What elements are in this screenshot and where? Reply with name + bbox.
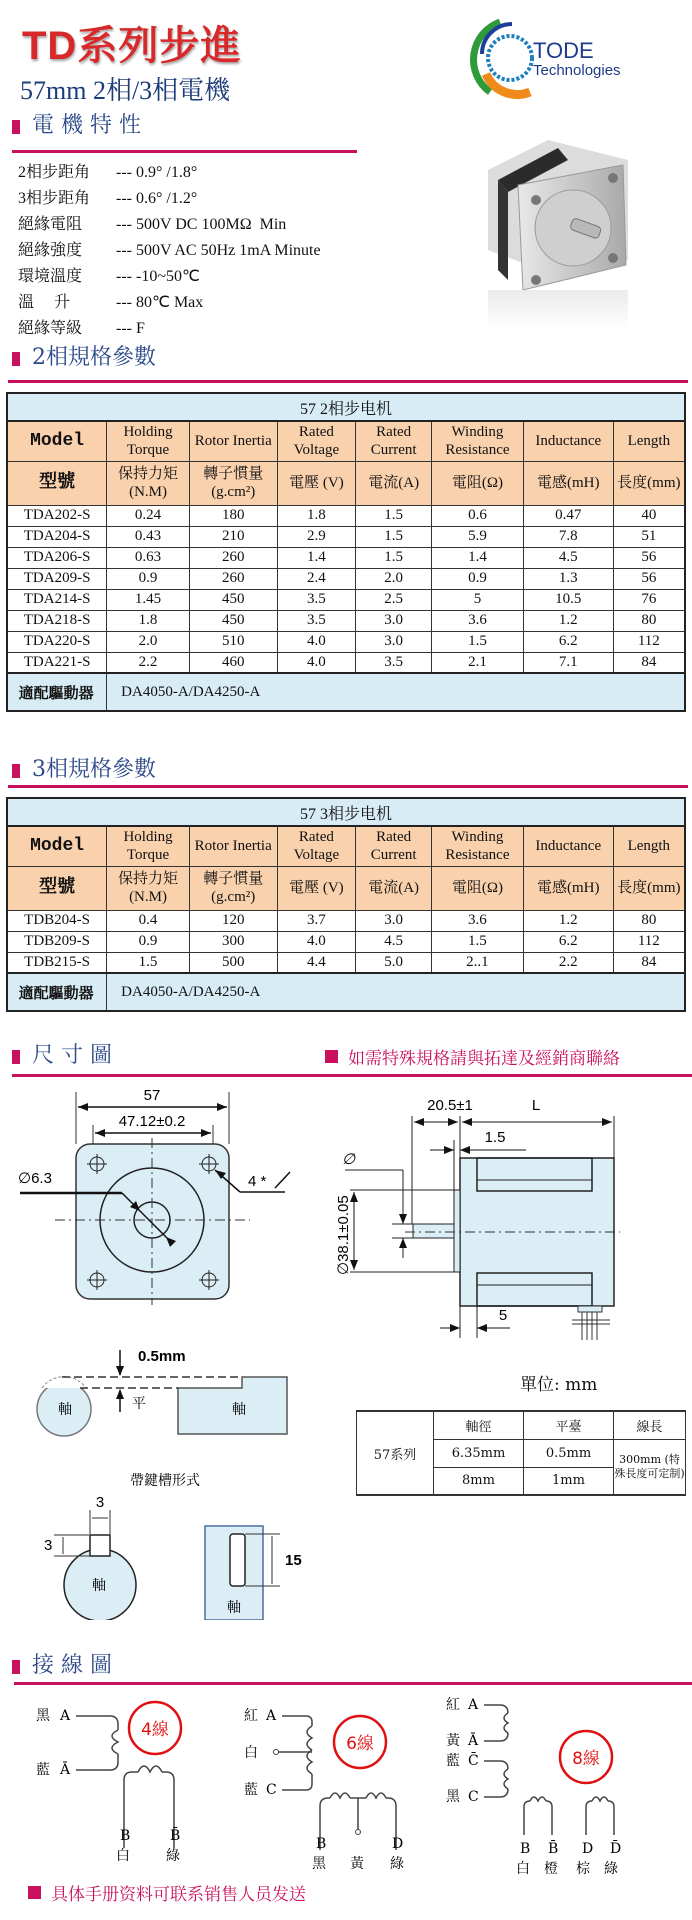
- wire-pin-label: A: [60, 1708, 71, 1724]
- shaft-spec-table: 57系列 軸徑 平臺 線長 6.35mm 0.5mm 300mm (特殊長度可定制) 8mm 1mm: [356, 1410, 686, 1496]
- table-row: TDB215-S 1.5 500 4.4 5.0 2..1 2.2 84: [7, 952, 685, 973]
- table-row: TDA204-S 0.43 210 2.9 1.5 5.9 7.8 51: [7, 526, 685, 547]
- wire-color-label: 紅: [446, 1697, 460, 1713]
- logo-tagline: Technologies: [533, 62, 621, 79]
- wire-color-label: 白: [244, 1745, 258, 1761]
- page-title: TD系列步進: [22, 24, 242, 68]
- page-subtitle: 57mm 2相/3相電機: [20, 76, 231, 105]
- wire-pin-label: B̄: [170, 1828, 181, 1844]
- wire-color-label: 藍: [36, 1762, 50, 1778]
- wire-color-label: 綠: [166, 1848, 180, 1864]
- bullet-square-icon: [28, 1886, 41, 1899]
- wire-pin-label: B̄: [548, 1841, 559, 1857]
- section-heading-two-phase: 2相規格參數: [12, 340, 156, 371]
- dim-hole-spacing-label: 47.12±0.2: [118, 1113, 186, 1130]
- wire-color-label: 黑: [446, 1789, 460, 1805]
- front-view-drawing: [0, 1080, 340, 1320]
- section-divider: [12, 1074, 692, 1077]
- wire-color-label: 白: [516, 1861, 530, 1877]
- characteristics-list: [18, 160, 321, 342]
- section-divider: [8, 785, 688, 788]
- section-heading-dimensions: 尺 寸 圖: [12, 1038, 112, 1069]
- characteristic-item: 溫 升 --- 80℃ Max: [18, 294, 204, 311]
- unit-label: 單位: mm: [520, 1375, 598, 1395]
- shaft-flat-drawing: [0, 1320, 340, 1620]
- shaft-label: 軸: [227, 1600, 241, 1616]
- section-divider: [12, 150, 357, 153]
- characteristic-item: 絕緣強度 --- 500V AC 50Hz 1mA Minute: [18, 242, 321, 259]
- table-header-zh: 型號 保持力矩 (N.M) 轉子慣量 (g.cm²) 電壓 (V) 電流(A) 電阻(Ω) 電感(mH) 長度(mm): [7, 866, 685, 910]
- wire-pin-label: A: [468, 1697, 479, 1713]
- table-header-en: Model Holding Torque Rotor Inertia Rated Voltage Rated Current Winding Resistance Inductance Length: [7, 421, 685, 461]
- bullet-square-icon: [12, 764, 20, 778]
- wiring-8-wire-diagram: [440, 1685, 680, 1880]
- stepper-motor-image: [478, 130, 648, 330]
- wire-color-label: 黑: [36, 1708, 50, 1724]
- wire-pin-label: D: [392, 1836, 404, 1852]
- dim-holes-label: 4 *: [248, 1173, 267, 1190]
- dim-phi-label: ∅: [342, 1151, 356, 1168]
- wire-pin-label: D: [582, 1841, 594, 1857]
- bullet-square-icon: [12, 1660, 20, 1674]
- dim-offset-label: 5: [498, 1307, 508, 1324]
- shaft-label: 軸: [58, 1402, 72, 1418]
- dim-width-label: 57: [143, 1087, 161, 1104]
- dim-flat-depth-label: 0.5mm: [138, 1348, 186, 1365]
- wire-pin-label: C: [468, 1789, 479, 1805]
- table-row: TDB204-S 0.4 120 3.7 3.0 3.6 1.2 80: [7, 910, 685, 931]
- table-row: TDA202-S 0.24 180 1.8 1.5 0.6 0.47 40: [7, 505, 685, 526]
- wire-color-label: 藍: [446, 1753, 460, 1769]
- driver-row: 適配驅動器 DA4050-A/DA4250-A: [7, 673, 685, 711]
- wiring-4-wire-diagram: [0, 1690, 200, 1870]
- characteristic-item: 絕緣電阻 --- 500V DC 100MΩ Min: [18, 216, 287, 233]
- table-caption-row: 57 3相步电机: [7, 798, 685, 826]
- dim-step-label: 1.5: [484, 1129, 506, 1146]
- wire-color-label: 黃: [446, 1733, 460, 1749]
- table-header-zh: 型號 保持力矩 (N.M) 轉子慣量 (g.cm²) 電壓 (V) 電流(A) 電阻(Ω) 電感(mH) 長度(mm): [7, 461, 685, 505]
- characteristic-item: 3相步距角 --- 0.6° /1.2°: [18, 190, 198, 207]
- characteristic-item: 環境溫度 --- -10~50℃: [18, 268, 200, 285]
- keyway-title: 帶鍵槽形式: [130, 1473, 200, 1489]
- wire-color-label: 黑: [312, 1856, 326, 1872]
- dim-key-height-label: 3: [44, 1537, 53, 1554]
- wire-color-label: 橙: [544, 1861, 558, 1877]
- table-row: TDA221-S 2.2 460 4.0 3.5 2.1 7.1 84: [7, 652, 685, 673]
- dim-boss-dia-label: ∅38.1±0.05: [335, 1195, 352, 1275]
- side-view-drawing: [320, 1080, 620, 1340]
- characteristic-item: 絕緣等級 --- F: [18, 320, 145, 337]
- wire-pin-label: B: [316, 1836, 327, 1852]
- section-divider: [8, 380, 688, 383]
- dim-shaft-dia-label: ∅6.3: [18, 1170, 52, 1187]
- wire-pin-label: D̄: [610, 1841, 622, 1857]
- dim-body-length-label: L: [531, 1097, 541, 1114]
- wire-pin-label: A: [266, 1708, 277, 1724]
- table-header-en: Model Holding Torque Rotor Inertia Rated Voltage Rated Current Winding Resistance Inductance Length: [7, 826, 685, 866]
- table-caption-row: 57 2相步电机: [7, 393, 685, 421]
- table-row: TDB209-S 0.9 300 4.0 4.5 1.5 6.2 112: [7, 931, 685, 952]
- two-phase-spec-table: [6, 392, 686, 712]
- wire-pin-label: B: [520, 1841, 531, 1857]
- three-phase-spec-table: [6, 797, 686, 1012]
- bullet-square-icon: [12, 352, 20, 366]
- footer-note: 具体手册资料可联系销售人员发送: [28, 1880, 306, 1905]
- wiring-6-wire-diagram: [230, 1690, 420, 1880]
- shaft-label: 軸: [92, 1578, 106, 1594]
- bullet-square-icon: [12, 120, 20, 134]
- wire-color-label: 紅: [244, 1708, 258, 1724]
- section-heading-three-phase: 3相規格參數: [12, 752, 156, 783]
- special-spec-note: 如需特殊規格請與拓達及經銷商聯絡: [325, 1044, 620, 1069]
- wire-color-label: 黃: [350, 1856, 364, 1872]
- table-row: TDA218-S 1.8 450 3.5 3.0 3.6 1.2 80: [7, 610, 685, 631]
- table-row: TDA214-S 1.45 450 3.5 2.5 5 10.5 76: [7, 589, 685, 610]
- wire-color-label: 棕: [576, 1861, 590, 1877]
- bullet-square-icon: [12, 1050, 20, 1064]
- wire-color-label: 綠: [604, 1861, 618, 1877]
- wiring-tag: 8線: [572, 1749, 600, 1769]
- wire-pin-label: C: [266, 1782, 277, 1798]
- logo-name: TODE: [533, 38, 594, 63]
- characteristic-item: 2相步距角 --- 0.9° /1.8°: [18, 164, 198, 181]
- dim-key-width-label: 3: [95, 1494, 105, 1511]
- wire-color-label: 藍: [244, 1782, 258, 1798]
- wire-color-label: 白: [116, 1848, 130, 1864]
- wire-color-label: 綠: [390, 1856, 404, 1872]
- wiring-tag: 6線: [346, 1734, 374, 1754]
- wiring-tag: 4線: [141, 1720, 169, 1740]
- dim-key-length-label: 15: [285, 1552, 302, 1569]
- table-row: TDA206-S 0.63 260 1.4 1.5 1.4 4.5 56: [7, 547, 685, 568]
- table-row: TDA220-S 2.0 510 4.0 3.0 1.5 6.2 112: [7, 631, 685, 652]
- section-heading-characteristics: 電 機 特 性: [12, 108, 141, 139]
- bullet-square-icon: [325, 1050, 338, 1063]
- flat-label: 平: [132, 1396, 146, 1412]
- driver-row: 適配驅動器 DA4050-A/DA4250-A: [7, 973, 685, 1011]
- wire-pin-label: Ā: [60, 1762, 71, 1778]
- section-heading-wiring: 接 線 圖: [12, 1648, 112, 1679]
- wire-pin-label: Ā: [468, 1733, 479, 1749]
- dim-shaft-length-label: 20.5±1: [427, 1097, 473, 1114]
- table-row: TDA209-S 0.9 260 2.4 2.0 0.9 1.3 56: [7, 568, 685, 589]
- wire-pin-label: B: [120, 1828, 131, 1844]
- shaft-label: 軸: [232, 1402, 246, 1418]
- wire-pin-label: C̄: [468, 1753, 479, 1769]
